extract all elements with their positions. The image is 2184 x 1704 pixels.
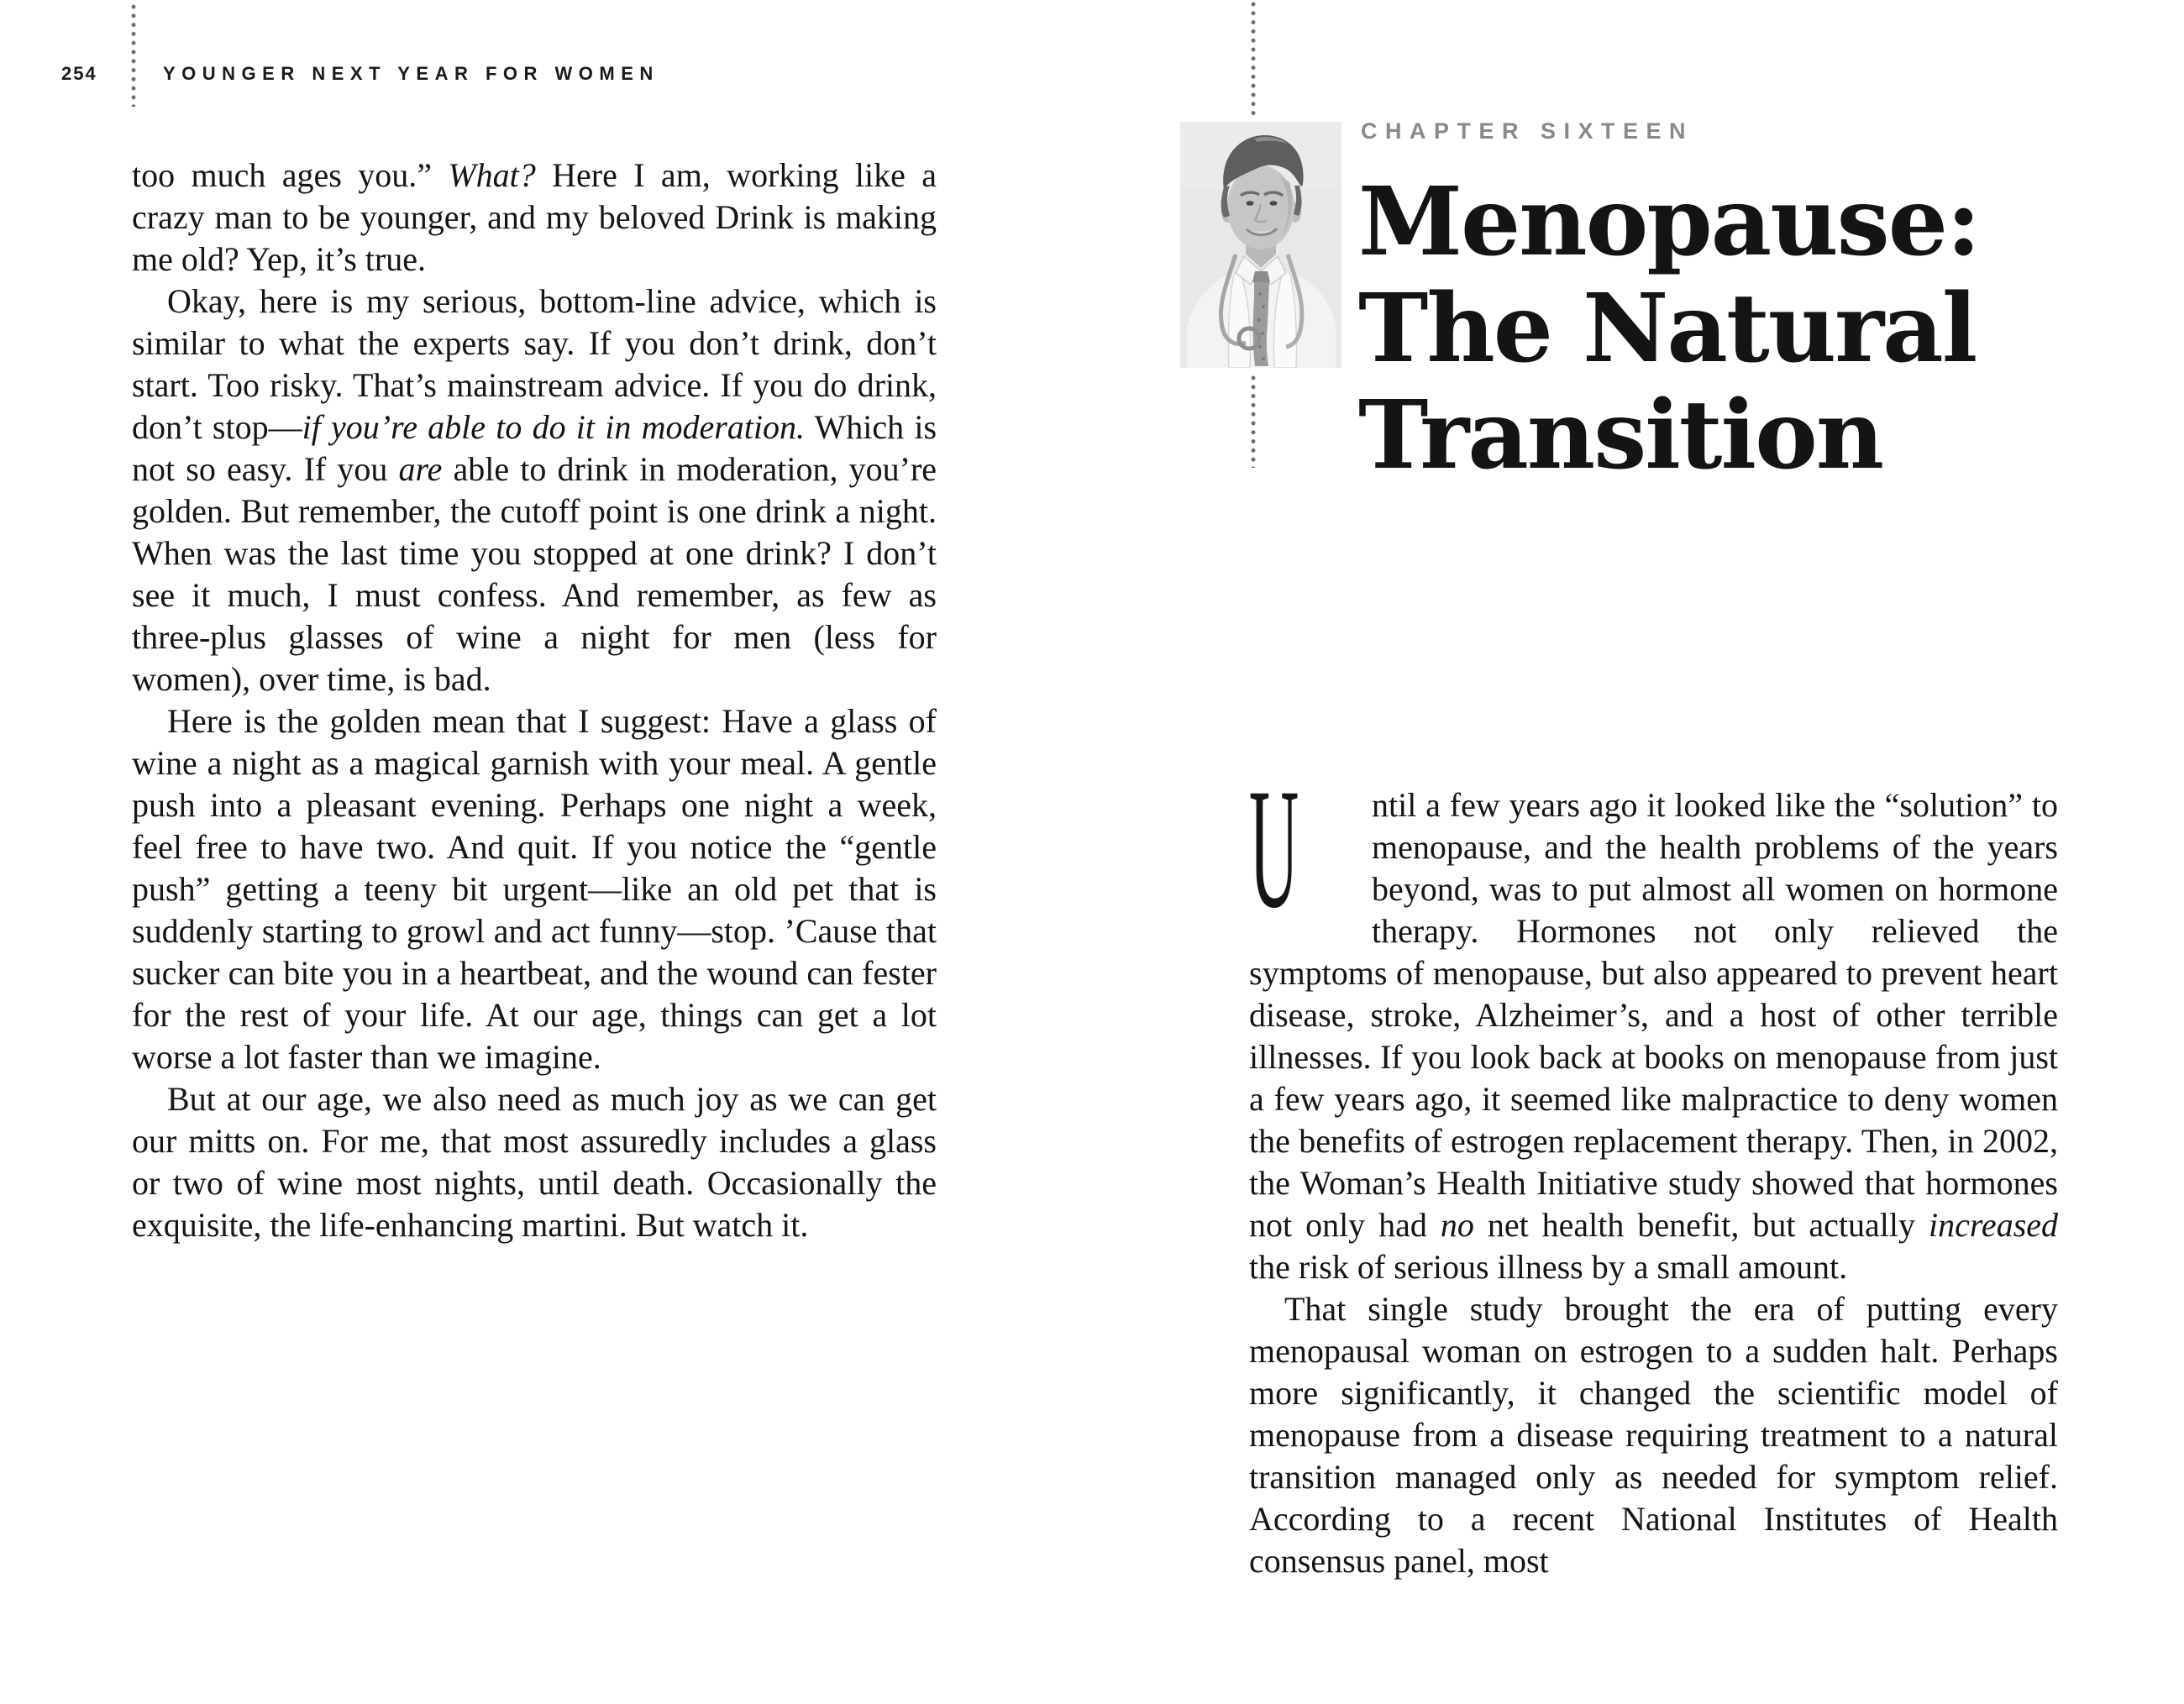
paragraph: Okay, here is my serious, bottom-line advice, which is similar to what the experts say. If you don’t drink, don’t start. Too risky. That’s mainstream advice. If you do drink, don’t stop—if you’re able to do it in moderation. Which is not so easy. If you are able to drink in moderation, you’re golden. But remember, the cutoff point is one drink a night. When was the last time you stopped at one drink? I don’t see it much, I must confess. And remember, as few as three-plus glasses of wine a night for men (less for women), over time, is bad.	[132, 282, 937, 698]
paragraph: That single study brought the era of putting every menopausal woman on estrogen to a sudden halt. Perhaps more significantly, it changed the scientific model of menopause from a disease requiring treatment to a natural transition managed only as needed for symptom relief. According to a recent National Institutes of Health consensus panel, most	[1249, 1290, 2058, 1580]
doctor-portrait-photo	[1180, 122, 1341, 368]
chapter-title-line: Menopause:	[1358, 167, 1980, 277]
doctor-portrait-illustration	[1180, 122, 1341, 368]
paragraph: But at our age, we also need as much joy as we can get our mitts on. For me, that most assuredly includes a glass or two of wine most nights, until death. Occasionally the exquisite, the life-enhancing martini. But watch it.	[132, 1080, 937, 1244]
dotted-rule-right-top	[1251, 0, 1256, 118]
drop-cap: U	[1249, 753, 1299, 944]
right-page-text-column	[1249, 753, 2059, 1582]
page-number: 254	[61, 63, 97, 84]
paragraph-text: ntil a few years ago it looked like the “solution” to menopause, and the health problems of the years beyond, was to put almost all women on hormone therapy. Hormones not only relieved the symptoms of menopause, but also appeared to prevent heart disease, stroke, Alzheimer’s, and a host of other terrible illnesses. If you look back at books on menopause from just a few years ago, it seemed like malpractice to deny women the benefits of estrogen replacement therapy. Then, in 2002, the Woman’s Health Initiative study showed that hormones not only had no net health benefit, but actually increased the risk of serious illness by a small amount.	[1249, 786, 2059, 1286]
chapter-title-line: The Natural	[1358, 274, 1977, 384]
chapter-title	[1358, 169, 1979, 489]
chapter-title-line: Transition	[1358, 380, 1883, 490]
paragraph: too much ages you.” What? Here I am, working like a crazy man to be younger, and my beloved Drink is making me old? Yep, it’s true.	[132, 156, 937, 278]
running-title: YOUNGER NEXT YEAR FOR WOMEN	[163, 63, 659, 84]
left-page-text-column	[132, 155, 937, 1246]
paragraph: Here is the golden mean that I suggest: Have a glass of wine a night as a magical garnish with your meal. A gentle push into a pleasant evening. Perhaps one night a week, feel free to have two. And quit. If you notice the “gentle push” getting a teeny bit urgent—like an old pet that is suddenly starting to growl and act funny—stop. ’Cause that sucker can bite you in a heartbeat, and the wound can fester for the rest of your life. At our age, things can get a lot worse a lot faster than we imagine.	[132, 702, 937, 1076]
chapter-label: CHAPTER SIXTEEN	[1361, 118, 1694, 144]
dotted-rule-left	[131, 3, 136, 107]
paragraph-with-dropcap	[1249, 753, 2059, 1288]
dotted-rule-right-bottom	[1251, 374, 1256, 468]
